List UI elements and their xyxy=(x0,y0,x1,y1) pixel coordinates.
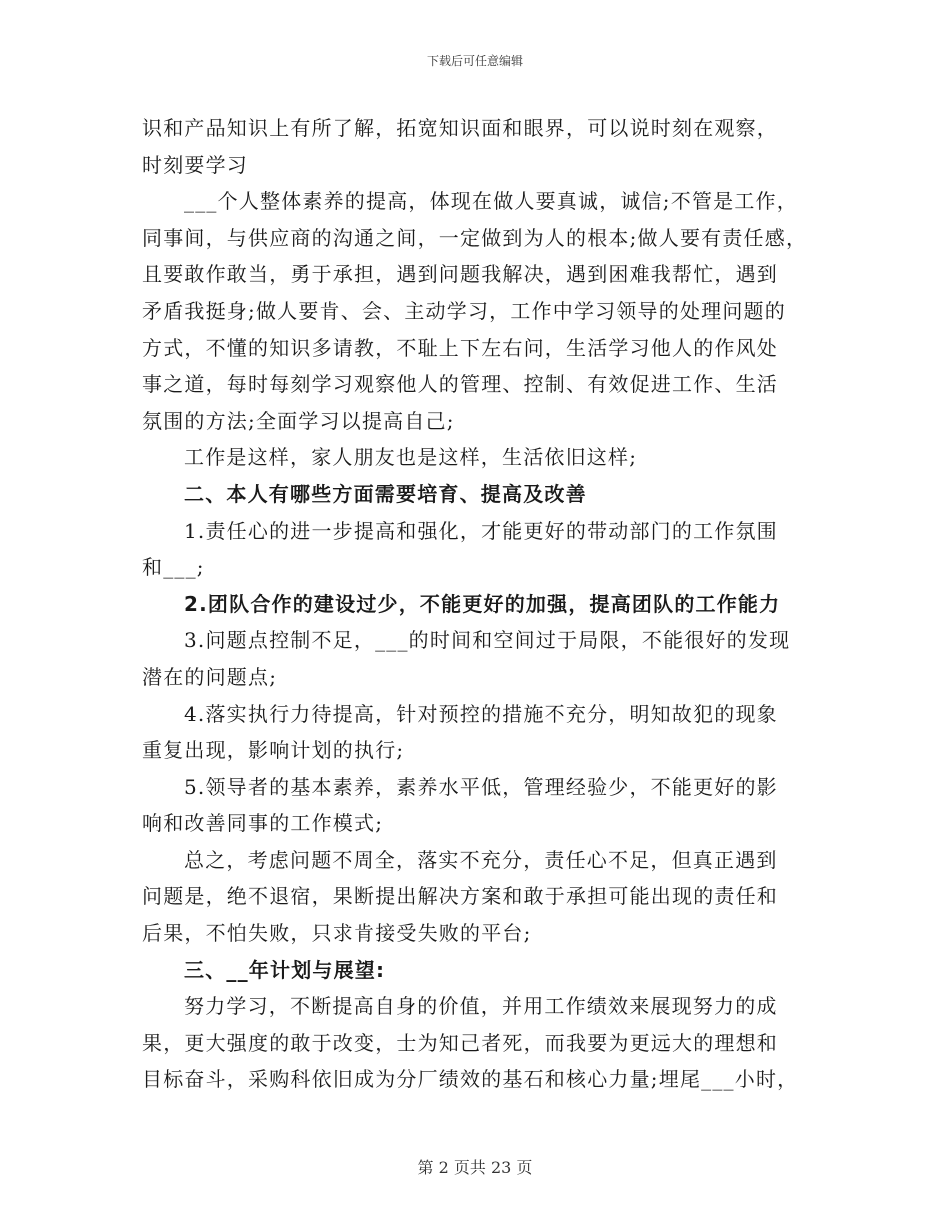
body-line: 果，更大强度的敢于改变，士为知己者死，而我要为更远大的理想和 xyxy=(142,1030,778,1055)
body-line: 总之，考虑问题不周全，落实不充分，责任心不足，但真正遇到 xyxy=(184,847,778,872)
list-item-bold: 2.团队合作的建设过少，不能更好的加强，提高团队的工作能力 xyxy=(184,591,781,616)
body-line: ___个人整体素养的提高，体现在做人要真诚，诚信;不管是工作， xyxy=(184,189,798,214)
list-item: 3.问题点控制不足，___的时间和空间过于局限，不能很好的发现 xyxy=(184,628,791,653)
body-line: 后果，不怕失败，只求肯接受失败的平台; xyxy=(142,921,532,946)
list-item-continuation: 和___; xyxy=(142,555,205,580)
body-line: 工作是这样，家人朋友也是这样，生活依旧这样; xyxy=(184,445,638,470)
body-line: 努力学习，不断提高自身的价值，并用工作绩效来展现努力的成 xyxy=(184,994,778,1019)
body-line: 方式，不懂的知识多请教，不耻上下左右问，生活学习他人的作风处 xyxy=(142,335,778,360)
list-item: 1.责任心的进一步提高和强化，才能更好的带动部门的工作氛围 xyxy=(184,518,778,543)
body-line: 同事间，与供应商的沟通之间，一定做到为人的根本;做人要有责任感， xyxy=(142,225,808,250)
body-line: 矛盾我挺身;做人要肯、会、主动学习，工作中学习领导的处理问题的 xyxy=(142,298,786,323)
list-item: 4.落实执行力待提高，针对预控的措施不充分，明知故犯的现象 xyxy=(184,701,778,726)
page-footer: 第 2 页共 23 页 xyxy=(417,1158,533,1177)
list-item-continuation: 潜在的问题点; xyxy=(142,664,278,689)
list-item: 5.领导者的基本素养，素养水平低，管理经验少，不能更好的影 xyxy=(184,774,778,799)
list-item-continuation: 响和改善同事的工作模式; xyxy=(142,811,384,836)
document-body xyxy=(142,110,812,1098)
body-line: 氛围的方法;全面学习以提高自己; xyxy=(142,408,455,433)
body-line: 问题是，绝不退宿，果断提出解决方案和敢于承担可能出现的责任和 xyxy=(142,884,778,909)
body-line: 且要敢作敢当，勇于承担，遇到问题我解决，遇到困难我帮忙，遇到 xyxy=(142,262,778,287)
body-line: 事之道，每时每刻学习观察他人的管理、控制、有效促进工作、生活 xyxy=(142,372,778,397)
page-header: 下载后可任意编辑 xyxy=(426,54,523,68)
list-item-continuation: 重复出现，影响计划的执行; xyxy=(142,738,405,763)
body-line: 目标奋斗，采购科依旧成为分厂绩效的基石和核心力量;埋尾___小时， xyxy=(142,1067,799,1092)
body-line: 识和产品知识上有所了解，拓宽知识面和眼界，可以说时刻在观察， xyxy=(142,116,778,140)
section-heading: 二、本人有哪些方面需要培育、提高及改善 xyxy=(184,481,587,506)
section-heading: 三、__年计划与展望: xyxy=(184,957,386,982)
body-line: 时刻要学习 xyxy=(142,152,248,177)
